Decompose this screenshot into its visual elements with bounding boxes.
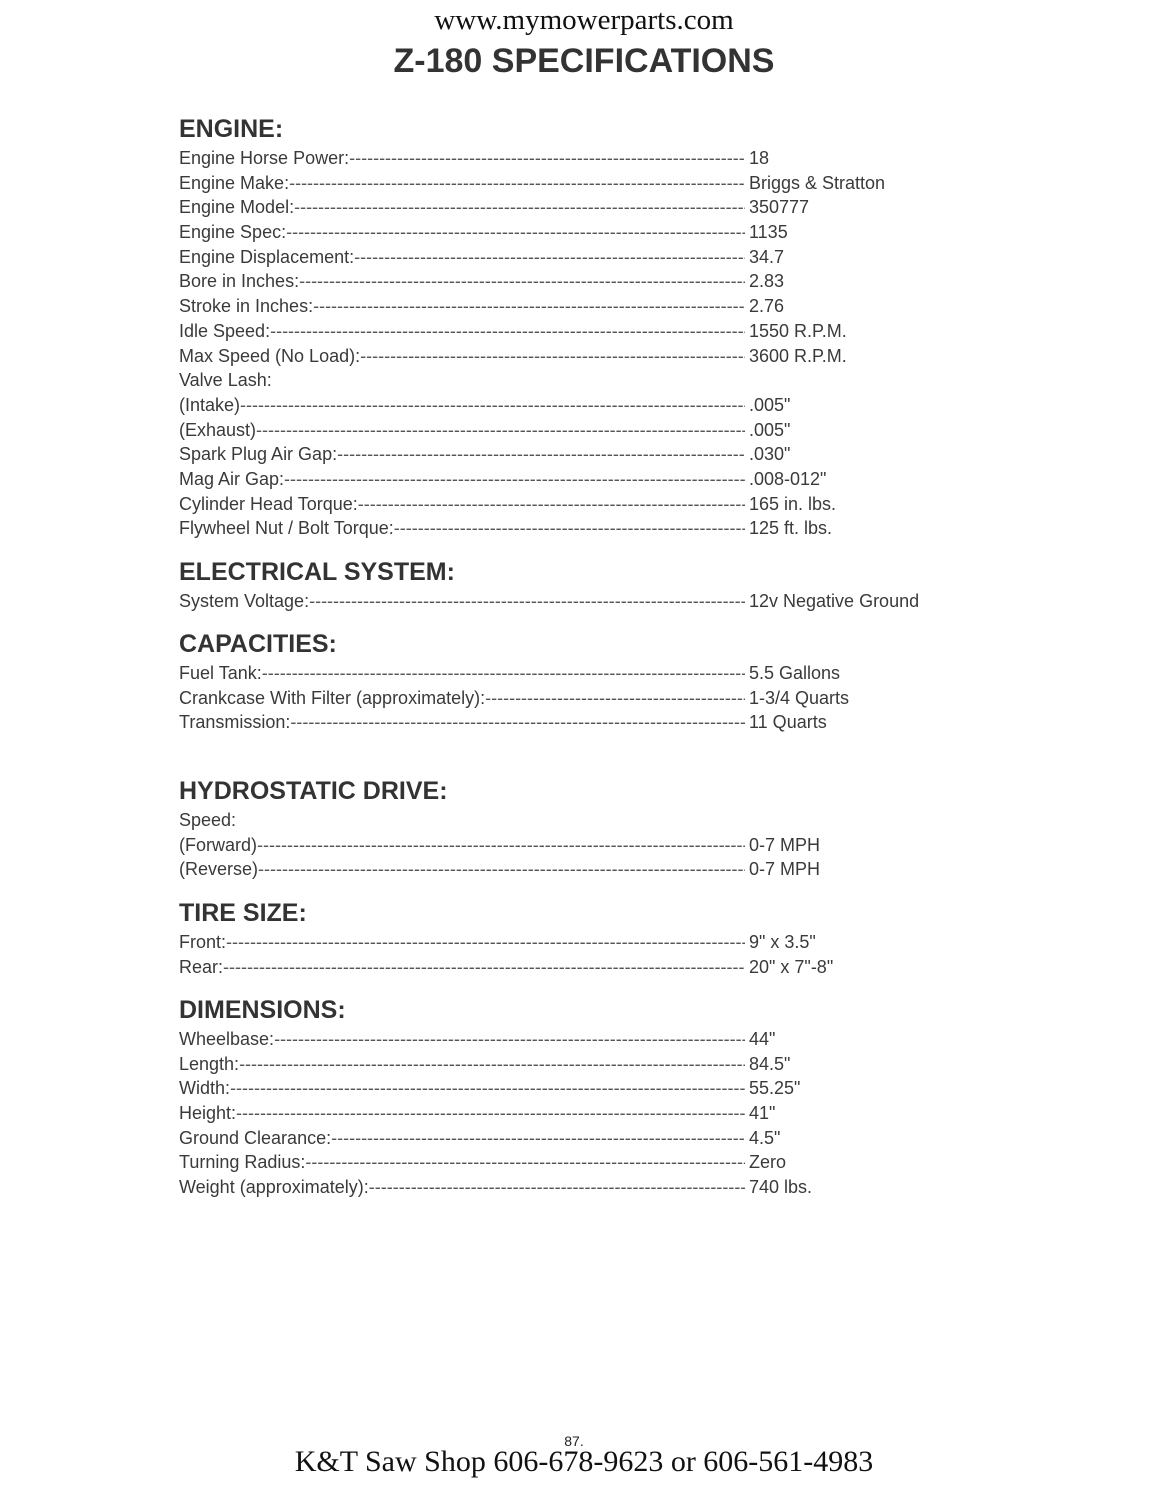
spec-row-head-torque	[179, 492, 939, 517]
spec-value: 1-3/4 Quarts	[749, 687, 850, 708]
spec-row-flywheel-torque	[179, 516, 939, 541]
spec-label: (Forward)	[179, 834, 258, 855]
footer-contact: K&T Saw Shop 606-678-9623 or 606-561-4983	[294, 1445, 874, 1478]
spec-label: Ground Clearance:	[179, 1127, 332, 1148]
spec-label: (Reverse)	[179, 859, 259, 880]
spec-label: Engine Horse Power:	[179, 148, 350, 168]
dotted-leader	[290, 710, 745, 735]
spec-value: 4.5"	[749, 1127, 781, 1148]
spec-row-exhaust	[179, 418, 939, 443]
spec-value: .008-012"	[749, 468, 827, 489]
spec-row-width	[179, 1076, 939, 1101]
dotted-leader	[485, 686, 745, 711]
spec-row-system-voltage	[179, 589, 939, 614]
tire-size-heading: TIRE SIZE:	[179, 899, 307, 927]
spec-label: Cylinder Head Torque:	[179, 493, 358, 514]
dotted-leader	[286, 220, 745, 245]
spec-row-front-tire	[179, 930, 939, 955]
tire-size-section	[179, 898, 939, 979]
dotted-leader	[313, 294, 745, 319]
spec-label: Weight (approximately):	[179, 1177, 369, 1198]
spec-label: Stroke in Inches:	[179, 296, 314, 317]
dotted-leader	[223, 955, 745, 980]
dotted-leader	[256, 418, 745, 443]
spec-label: System Voltage:	[179, 591, 310, 611]
spec-value: 0-7 MPH	[749, 834, 821, 855]
dotted-leader	[309, 589, 745, 614]
spec-label: Engine Displacement:	[179, 246, 355, 267]
dotted-leader	[294, 195, 745, 220]
spec-row-max-speed	[179, 344, 939, 369]
spec-value: 20" x 7"-8"	[749, 956, 834, 977]
dotted-leader	[284, 467, 745, 492]
spec-label: Engine Make:	[179, 172, 290, 193]
site-url: www.mymowerparts.com	[434, 4, 734, 36]
spec-value: 84.5"	[749, 1053, 791, 1074]
page-title: Z-180 SPECIFICATIONS	[393, 42, 775, 80]
spec-label: Idle Speed:	[179, 320, 271, 341]
dotted-leader	[360, 344, 745, 369]
spec-value: 1550 R.P.M.	[749, 320, 847, 341]
spec-row-displacement	[179, 245, 939, 270]
spec-label: Fuel Tank:	[179, 663, 262, 683]
capacities-section	[179, 629, 939, 735]
dimensions-section	[179, 995, 939, 1200]
dotted-leader	[258, 857, 745, 882]
spec-value: 2.76	[749, 296, 785, 317]
spec-row-mag-air-gap	[179, 467, 939, 492]
dotted-leader	[394, 516, 745, 541]
spec-label: Mag Air Gap:	[179, 468, 285, 489]
spec-row-transmission	[179, 710, 939, 735]
spec-row-weight	[179, 1175, 939, 1200]
hydrostatic-heading: HYDROSTATIC DRIVE:	[179, 777, 448, 805]
electrical-heading: ELECTRICAL SYSTEM:	[179, 558, 455, 586]
dotted-leader	[270, 319, 745, 344]
spec-value: 740 lbs.	[749, 1177, 813, 1198]
spec-value: 0-7 MPH	[749, 859, 821, 880]
spec-label: Spark Plug Air Gap:	[179, 444, 338, 465]
spec-row-horse-power	[179, 146, 939, 171]
spec-value: 11 Quarts	[749, 712, 827, 733]
spec-value: 12v Negative Ground	[749, 591, 920, 611]
spec-value: .005"	[749, 419, 791, 440]
spec-row-turning-radius	[179, 1150, 939, 1175]
dotted-leader	[289, 171, 745, 196]
dotted-leader	[236, 1101, 745, 1126]
dotted-leader	[354, 245, 745, 270]
spec-value: 3600 R.P.M.	[749, 345, 847, 366]
spec-value: 2.83	[749, 271, 785, 292]
hydrostatic-section	[179, 776, 939, 882]
valve-lash-label: Valve Lash:	[179, 370, 272, 391]
spec-value: .030"	[749, 444, 791, 465]
spec-row-engine-spec	[179, 220, 939, 245]
spec-label: Max Speed (No Load):	[179, 345, 361, 366]
spec-value: 350777	[749, 197, 810, 218]
dotted-leader	[305, 1150, 745, 1175]
dotted-leader	[257, 833, 745, 858]
dotted-leader	[239, 1052, 745, 1077]
spec-value: 125 ft. lbs.	[749, 518, 833, 539]
dotted-leader	[274, 1027, 745, 1052]
spec-row-reverse	[179, 857, 939, 882]
dotted-leader	[240, 393, 745, 418]
spec-value: 1135	[749, 222, 788, 243]
spec-row-bore	[179, 269, 939, 294]
spec-row-engine-make	[179, 171, 939, 196]
spec-value: 55.25"	[749, 1078, 801, 1099]
dotted-leader	[337, 442, 745, 467]
spec-label: Length:	[179, 1053, 240, 1074]
dotted-leader	[299, 269, 745, 294]
spec-label: Width:	[179, 1078, 231, 1099]
spec-row-stroke	[179, 294, 939, 319]
engine-section	[179, 114, 939, 541]
capacities-heading: CAPACITIES:	[179, 630, 337, 658]
spec-value: 41"	[749, 1103, 776, 1124]
dotted-leader	[226, 930, 745, 955]
spec-label: Turning Radius:	[179, 1152, 306, 1173]
spec-label: (Intake)	[179, 394, 241, 415]
spec-label: Crankcase With Filter (approximately):	[179, 687, 486, 708]
spec-label: (Exhaust)	[179, 419, 257, 440]
spec-row-height	[179, 1101, 939, 1126]
spec-label: Front:	[179, 932, 227, 952]
spec-value: Zero	[749, 1152, 787, 1173]
spec-row-fuel-tank	[179, 661, 939, 686]
spec-label: Transmission:	[179, 712, 291, 733]
spec-value: 5.5 Gallons	[749, 663, 841, 683]
spec-label: Flywheel Nut / Bolt Torque:	[179, 518, 394, 539]
dimensions-heading: DIMENSIONS:	[179, 996, 346, 1024]
spec-row-engine-model	[179, 195, 939, 220]
spec-row-forward	[179, 833, 939, 858]
spec-value: 34.7	[749, 246, 785, 267]
spec-row-spark-plug-gap	[179, 442, 939, 467]
spec-row-intake	[179, 393, 939, 418]
electrical-section	[179, 557, 939, 614]
spec-label: Engine Model:	[179, 197, 295, 218]
spec-value: 9" x 3.5"	[749, 932, 816, 952]
engine-heading: ENGINE:	[179, 115, 284, 143]
dotted-leader	[349, 146, 745, 171]
dotted-leader	[369, 1175, 745, 1200]
page-number: 87.	[564, 1433, 584, 1449]
spec-row-ground-clearance	[179, 1126, 939, 1151]
dotted-leader	[230, 1076, 745, 1101]
spec-row-idle-speed	[179, 319, 939, 344]
speed-label: Speed:	[179, 810, 237, 830]
spec-label: Wheelbase:	[179, 1029, 275, 1049]
spec-value: 18	[749, 148, 770, 168]
spec-label: Engine Spec:	[179, 222, 287, 243]
spec-row-length	[179, 1052, 939, 1077]
spec-label: Bore in Inches:	[179, 271, 300, 292]
spec-value: .005"	[749, 394, 791, 415]
spec-value: 165 in. lbs.	[749, 493, 837, 514]
spec-row-wheelbase	[179, 1027, 939, 1052]
spec-value: Briggs & Stratton	[749, 172, 886, 193]
spec-row-crankcase	[179, 686, 939, 711]
spec-row-rear-tire	[179, 955, 939, 980]
dotted-leader	[331, 1126, 745, 1151]
dotted-leader	[262, 661, 745, 686]
spec-label: Height:	[179, 1103, 237, 1124]
spec-label: Rear:	[179, 956, 224, 977]
dotted-leader	[358, 492, 745, 517]
spec-value: 44"	[749, 1029, 776, 1049]
